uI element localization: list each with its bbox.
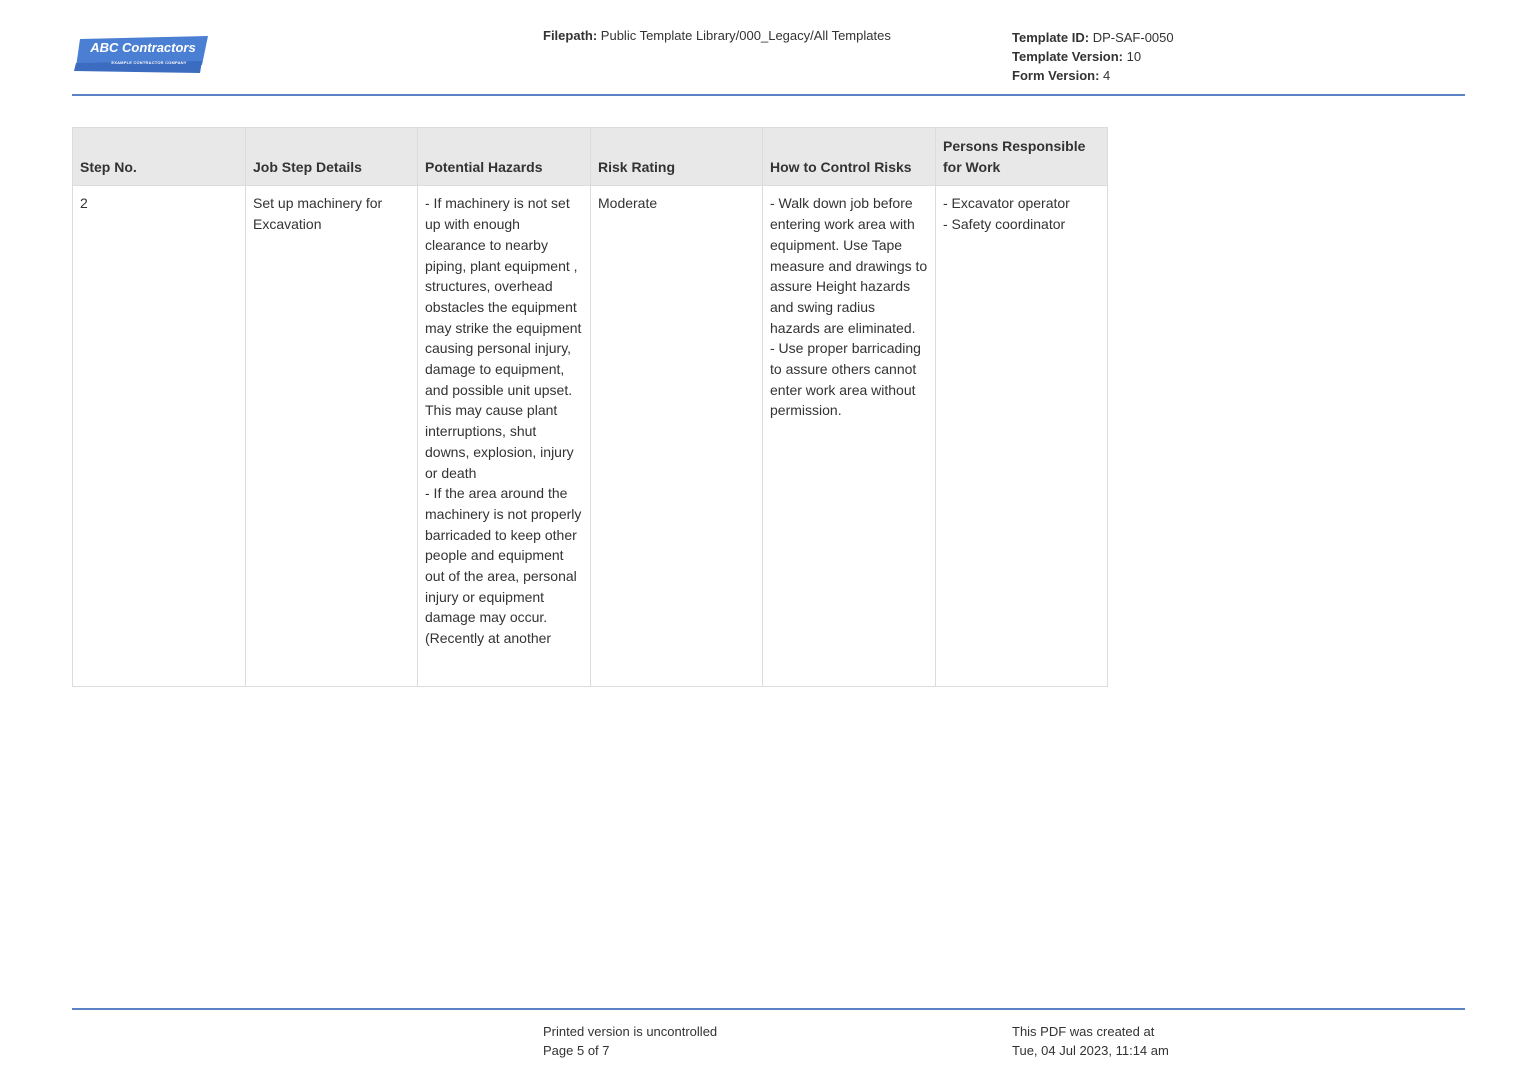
person-item: - Safety coordinator <box>943 216 1066 233</box>
table-header-row <box>73 128 1108 186</box>
form-version-value: 4 <box>1103 68 1111 83</box>
template-id <box>1012 28 1174 47</box>
person-item: - Excavator operator <box>943 195 1070 212</box>
template-id-label: Template ID: <box>1012 30 1090 45</box>
logo-title: ABC Contractors <box>90 40 196 55</box>
created-label: This PDF was created at <box>1012 1024 1155 1039</box>
column-header-how-to-control-risks: How to Control Risks <box>763 128 936 186</box>
footer-right <box>1012 1022 1169 1060</box>
header-divider <box>72 94 1465 96</box>
company-logo <box>74 35 210 73</box>
control-item: - Walk down job before entering work area with equipment. Use Tape measure and drawings to assure Height hazards and swing radius hazards are eliminated. <box>770 195 928 336</box>
hazard-item: - If the area around the machinery is not properly barricaded to keep other people and equipment out of the area, personal injury or equipment damage may occur. (Recently at another <box>425 485 582 647</box>
template-version-label: Template Version: <box>1012 49 1124 64</box>
cell-job-step-details: Set up machinery for Excavation <box>246 186 418 687</box>
hazard-item: - If machinery is not set up with enough clearance to nearby piping, plant equipment , structures, overhead obstacles the equipment may strike the equipment causing personal injury, damage to equipment, and possible unit upset. This may cause plant interruptions, shut downs, explosion, injury or death <box>425 195 582 481</box>
control-item: - Use proper barricading to assure others cannot enter work area without permission. <box>770 340 921 419</box>
template-version <box>1012 47 1174 66</box>
form-version-label: Form Version: <box>1012 68 1100 83</box>
page-indicator: Page 5 of 7 <box>543 1043 610 1058</box>
job-safety-analysis-table <box>72 127 1108 687</box>
column-header-job-step-details: Job Step Details <box>246 128 418 186</box>
column-header-potential-hazards: Potential Hazards <box>418 128 591 186</box>
filepath-label: Filepath: <box>543 28 598 43</box>
filepath <box>543 28 891 43</box>
template-id-value: DP-SAF-0050 <box>1092 30 1174 45</box>
cell-risk-rating: Moderate <box>591 186 763 687</box>
cell-step-no: 2 <box>73 186 246 687</box>
uncontrolled-notice: Printed version is uncontrolled <box>543 1024 718 1039</box>
column-header-risk-rating: Risk Rating <box>591 128 763 186</box>
filepath-value: Public Template Library/000_Legacy/All Templates <box>600 28 891 43</box>
cell-potential-hazards <box>418 186 591 687</box>
cell-how-to-control-risks <box>763 186 936 687</box>
template-meta <box>1012 28 1174 85</box>
created-timestamp: Tue, 04 Jul 2023, 11:14 am <box>1012 1043 1169 1058</box>
footer-divider <box>72 1008 1465 1010</box>
cell-persons-responsible <box>936 186 1108 687</box>
footer-left <box>543 1022 717 1060</box>
column-header-step-no: Step No. <box>73 128 246 186</box>
template-version-value: 10 <box>1126 49 1142 64</box>
logo-subtitle: EXAMPLE CONTRACTOR COMPANY <box>111 60 187 65</box>
form-version <box>1012 66 1174 85</box>
column-header-persons-responsible: Persons Responsible for Work <box>936 128 1108 186</box>
table-row <box>73 186 1108 687</box>
